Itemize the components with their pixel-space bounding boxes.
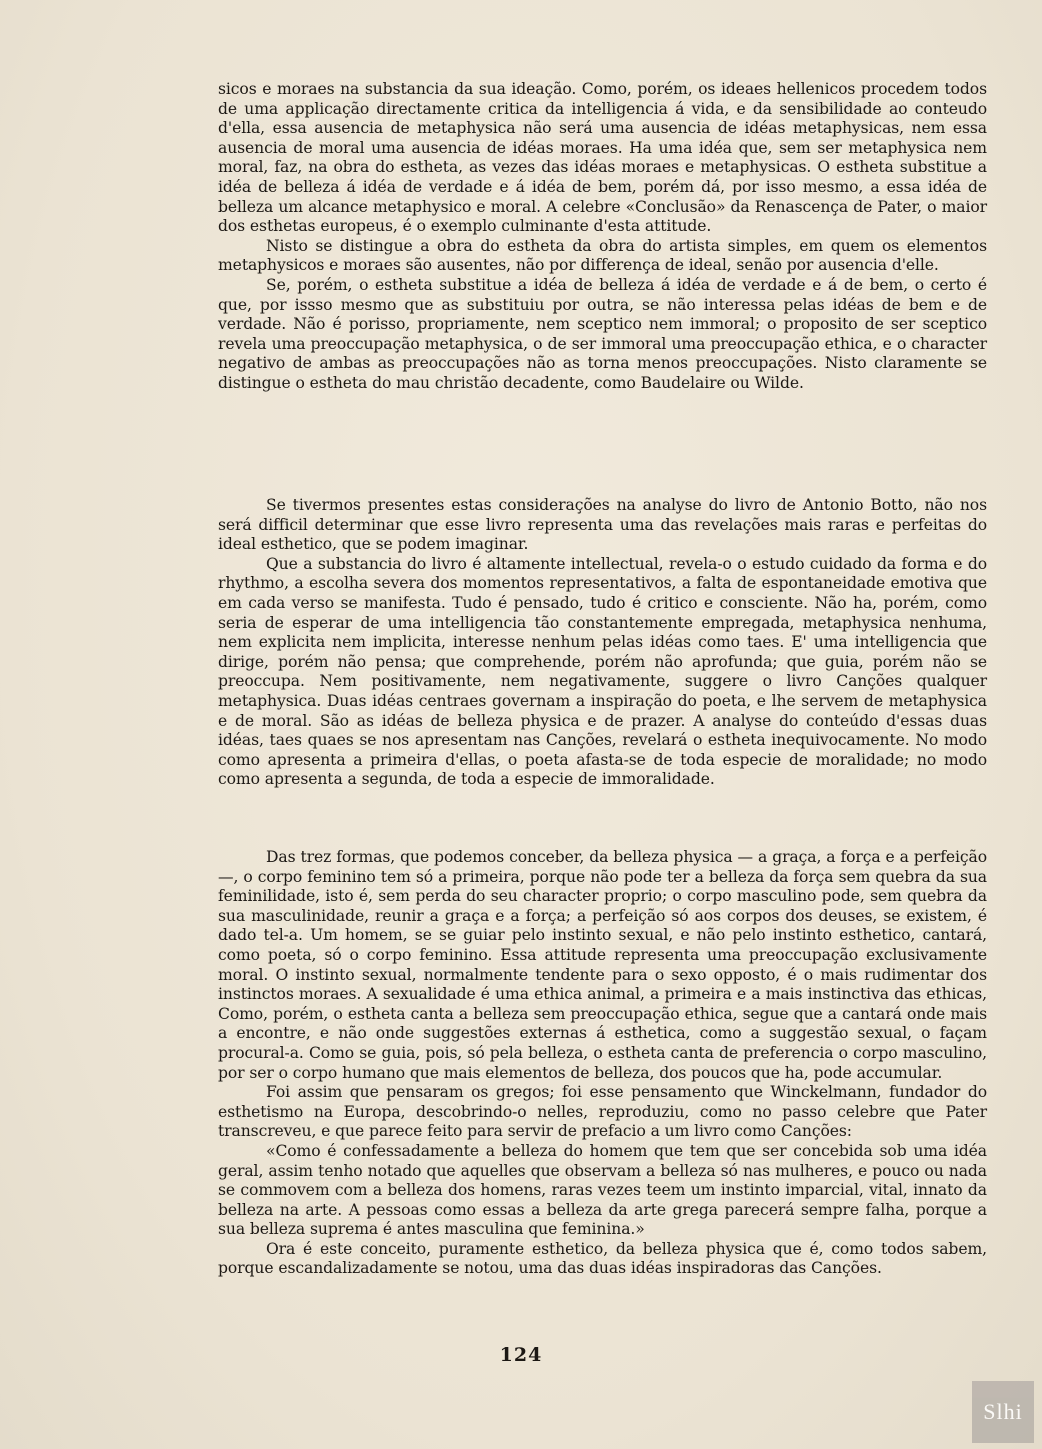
text-section-2 (218, 496, 987, 790)
watermark-text: Slhi (983, 1399, 1023, 1424)
paragraph: Foi assim que pensaram os gregos; foi esse pensamento que Winckelmann, fundador do esthetismo na Europa, descobrindo-o nelles, reproduziu, como no passo celebre que Pater transcreveu, e que parece feito para servir de prefacio a um livro como Canções: (218, 1083, 987, 1141)
paragraph: Nisto se distingue a obra do estheta da obra do artista simples, em quem os elementos metaphysicos e moraes são ausentes, não por differença de ideal, senão por ausencia d'elle. (218, 236, 987, 275)
text-section-1 (218, 80, 987, 394)
paragraph: Se tivermos presentes estas considerações na analyse do livro de Antonio Botto, não nos será difficil determinar que esse livro representa uma das revelações mais raras e perfeitas do ideal esthetico, que se podem imaginar. (218, 496, 987, 554)
paragraph: sicos e moraes na substancia da sua ideação. Como, porém, os ideaes hellenicos procedem todos de uma applicação directamente critica da intelligencia á vida, e da sensibilidade ao conteudo d'ella, essa ausencia de metaphysica não será uma ausencia de idéas metaphysicas, nem essa ausencia de moral uma ausencia de idéas moraes. Ha uma idéa que, sem ser metaphysica nem moral, faz, na obra do estheta, as vezes das idéas moraes e metaphysicas. O estheta substitue a idéa de belleza á idéa de verdade e á idéa de bem, porém dá, por isso mesmo, a essa idéa de belleza um alcance metaphysico e moral. A celebre «Conclusão» da Renascença de Pater, o maior dos esthetas europeus, é o exemplo culminante d'esta attitude. (218, 80, 987, 236)
watermark-logo (972, 1381, 1034, 1443)
paragraph: Se, porém, o estheta substitue a idéa de belleza á idéa de verdade e á de bem, o certo é que, por issso mesmo que as substituiu por outra, se não interessa pelas idéas de bem e de verdade. Não é porisso, propriamente, nem sceptico nem immoral; o proposito de ser sceptico revela uma preoccupação metaphysica, o de ser immoral uma preoccupação ethica, e o character negativo de ambas as preoccupações não as torna menos preoccupações. Nisto claramente se distingue o estheta do mau christão decadente, como Baudelaire ou Wilde. (218, 275, 987, 392)
quotation-paragraph: «Como é confessadamente a belleza do homem que tem que ser concebida sob uma idéa geral, assim tenho notado que aquelles que observam a belleza só nas mulheres, e pouco ou nada se commovem com a belleza dos homens, raras vezes teem um instinto imparcial, vital, innato da belleza na arte. A pessoas como essas a belleza da arte grega parecerá sempre falha, porque a sua belleza suprema é antes masculina que feminina.» (218, 1141, 987, 1239)
paragraph: Que a substancia do livro é altamente intellectual, revela-o o estudo cuidado da forma e do rhythmo, a escolha severa dos momentos representativos, a falta de espontaneidade emotiva que em cada verso se manifesta. Tudo é pensado, tudo é critico e consciente. Não ha, porém, como seria de esperar de uma intelligencia tão constantemente empregada, metaphysica nenhuma, nem explicita nem implicita, interesse nenhum pelas idéas como taes. E' uma intelligencia que dirige, porém não pensa; que comprehende, porém não aprofunda; que guia, porém não se preoccupa. Nem positivamente, nem negativamente, suggere o livro Canções qualquer metaphysica. Duas idéas centraes governam a inspiração do poeta, e lhe servem de metaphysica e de moral. São as idéas de belleza physica e de prazer. A analyse do conteúdo d'essas duas idéas, taes quaes se nos apresentam nas Canções, revelará o estheta inequivocamente. No modo como apresenta a primeira d'ellas, o poeta afasta-se de toda especie de moralidade; no modo como apresenta a segunda, de toda a especie de immoralidade. (218, 554, 987, 789)
paragraph: Das trez formas, que podemos conceber, da belleza physica — a graça, a força e a perfeição —, o corpo feminino tem só a primeira, porque não pode ter a belleza da força sem quebra da sua feminilidade, isto é, sem perda do seu character proprio; o corpo masculino pode, sem quebra da sua masculinidade, reunir a graça e a força; a perfeição só aos corpos dos deuses, se existem, é dado tel-a. Um homem, se se guiar pelo instinto sexual, e não pelo instinto esthetico, cantará, como poeta, só o corpo feminino. Essa attitude representa uma preoccupação exclusivamente moral. O instinto sexual, normalmente tendente para o sexo opposto, é o mais rudimentar dos instinctos moraes. A sexualidade é uma ethica animal, a primeira e a mais instinctiva das ethicas, Como, porém, o estheta canta a belleza sem preoccupação ethica, segue que a cantará onde mais a encontre, e não onde suggestões externas á esthetica, como a suggestão sexual, o façam procural-a. Como se guia, pois, só pela belleza, o estheta canta de preferencia o corpo masculino, por ser o corpo humano que mais elementos de belleza, dos poucos que ha, pode accumular. (218, 848, 987, 1082)
page-number: 124 (499, 1344, 543, 1366)
text-section-3 (218, 848, 987, 1279)
paragraph: Ora é este conceito, puramente esthetico, da belleza physica que é, como todos sabem, porque escandalizadamente se notou, uma das duas idéas inspiradoras das Canções. (218, 1239, 987, 1278)
